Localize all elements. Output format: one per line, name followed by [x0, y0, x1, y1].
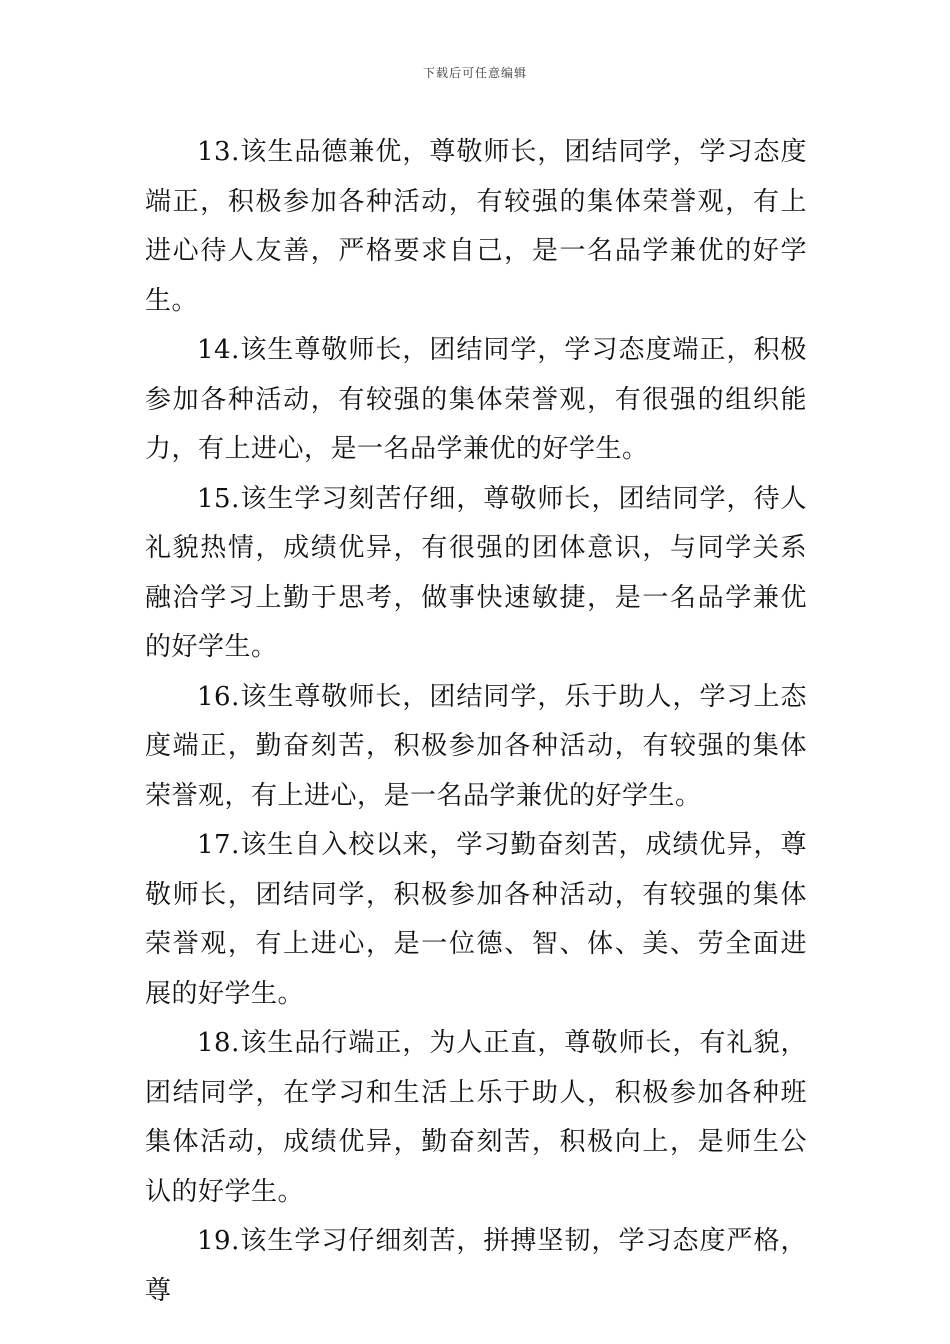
- comment-paragraph-17: 17.该生自入校以来，学习勤奋刻苦，成绩优异，尊敬师长，团结同学，积极参加各种活动，有较强的集体荣誉观，有上进心，是一位德、智、体、美、劳全面进展的好学生。: [145, 830, 807, 1009]
- document-body: [145, 128, 807, 1316]
- comment-paragraph-14: 14.该生尊敬师长，团结同学，学习态度端正，积极参加各种活动，有较强的集体荣誉观，有很强的组织能力，有上进心，是一名品学兼优的好学生。: [145, 335, 807, 464]
- comment-paragraph-18: 18.该生品行端正，为人正直，尊敬师长，有礼貌，团结同学，在学习和生活上乐于助人，积极参加各种班集体活动，成绩优异，勤奋刻苦，积极向上，是师生公认的好学生。: [145, 1028, 807, 1207]
- comment-paragraph-13: 13.该生品德兼优，尊敬师长，团结同学，学习态度端正，积极参加各种活动，有较强的集体荣誉观，有上进心待人友善，严格要求自己，是一名品学兼优的好学生。: [145, 137, 807, 316]
- comment-paragraph-19: 19.该生学习仔细刻苦，拼搏坚韧，学习态度严格，尊: [145, 1226, 807, 1306]
- comment-paragraph-16: 16.该生尊敬师长，团结同学，乐于助人，学习上态度端正，勤奋刻苦，积极参加各种活动，有较强的集体荣誉观，有上进心，是一名品学兼优的好学生。: [145, 681, 807, 811]
- page-header: 下载后可任意编辑: [422, 66, 527, 80]
- comment-paragraph-15: 15.该生学习刻苦仔细，尊敬师长，团结同学，待人礼貌热情，成绩优异，有很强的团体意识，与同学关系融洽学习上勤于思考，做事快速敏捷，是一名品学兼优的好学生。: [145, 483, 807, 662]
